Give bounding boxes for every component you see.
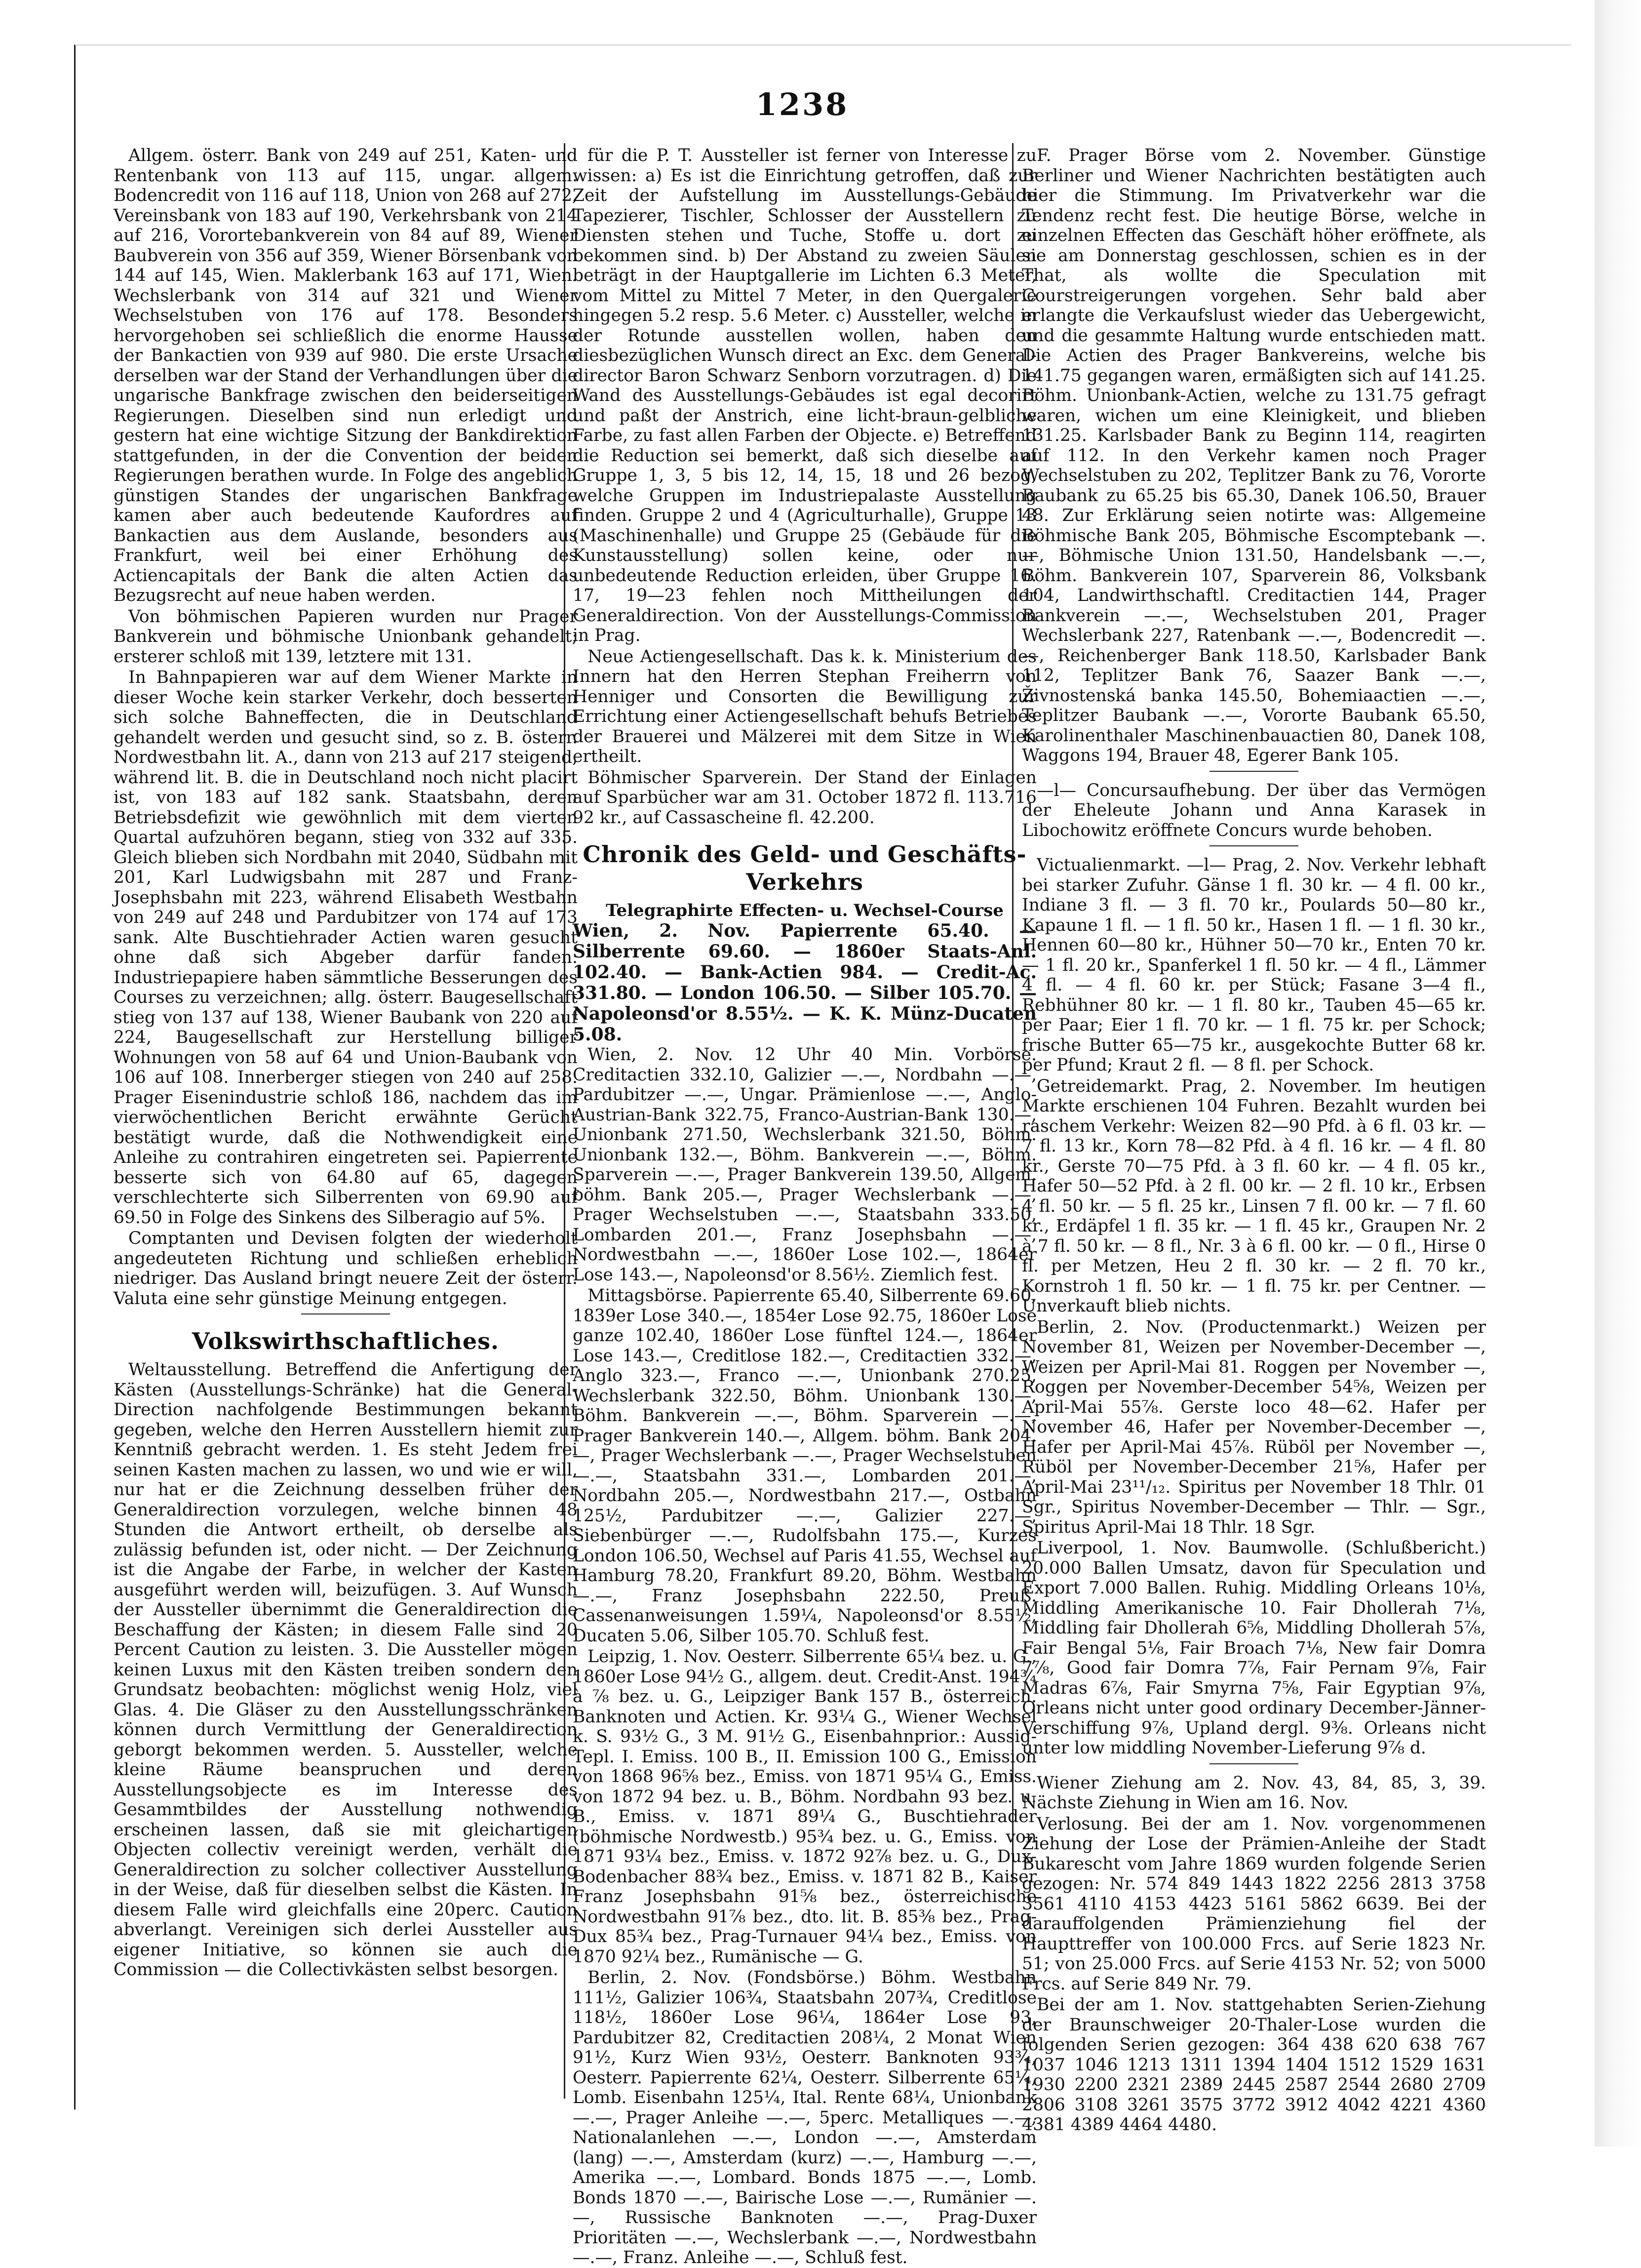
article-paragraph: In Bahnpapieren war auf dem Wiener Markte in dieser Woche kein starker Verkehr, doch besserten sich solche Bahneffecten, die in Deutschland gehandelt werden und gesucht sind, so z. B. österr. Nordwestbahn lit. A., dann von 213 auf 217 steigend, während lit. B. die in Deutschland noch nicht placirt ist, von 183 auf 182 sank. Staatsbahn, deren Betriebsdefizit wie gewöhnlich mit dem vierten Quartal aufzuhören begann, stieg von 332 auf 335. Gleich blieben sich Nordbahn mit 2040, Südbahn mit 201, Karl Ludwigsbahn mit 287 und Franz-Josephsbahn mit 223, während Elisabeth Westbahn von 249 auf 248 und Pardubitzer von 174 auf 173 sank. Alte Buschtiehrader Actien waren gesucht ohne daß sich Abgeber darfür fanden. Industriepapiere haben sämmtliche Besserungen des Courses zu verzeichnen; allg. österr. Baugesellschaft stieg von 137 auf 138, Wiener Baubank von 220 auf 224, Baugesellschaft zur Herstellung billiger Wohnungen von 58 auf 64 und Union-Baubank von 106 auf 108. Innerberger stiegen von 240 auf 258. Prager Eisenindustrie schloß 186, nachdem das im vierwöchentlichen Bericht erwähnte Gerücht bestätigt wurde, daß die Nothwendigkeit eine Anleihe zu contrahiren eingetreten sei. Papierrente besserte sich von 64.80 auf 65, dagegen verschlechterte sich Silberrenten von 69.90 auf 69.50 in Folge des Sinkens des Silberagio auf 5%. xyxy=(114,668,578,1228)
market-report: F. Prager Börse vom 2. November. Günstige Berliner und Wiener Nachrichten bestätigten auch hier die Stimmung. Im Privatverkehr war die Tendenz recht fest. Die heutige Börse, welche in einzelnen Effecten das Geschäft höher eröffnete, als sie am Donnerstag geschlossen, schien es in der That, als wollte die Speculation mit Courstreigerungen vorgehen. Sehr bald aber erlangte die Verkaufslust wieder das Uebergewicht, und die gesammte Haltung wurde entschieden matt. Die Actien des Prager Bankvereins, welche bis 141.75 gegangen waren, ermäßigten sich auf 141.25. Böhm. Unionbank-Actien, welche zu 131.75 gefragt waren, wichen um eine Kleinigkeit, und blieben 131.25. Karlsbader Bank zu Beginn 114, reagirten auf 112. In den Verkehr kamen noch Prager Wechselstuben zu 202, Teplitzer Bank zu 76, Vororte Baubank zu 65.25 bis 65.30, Danek 106.50, Brauer 48. Zur Erklärung seien notirte was: Allgemeine Böhmische Bank 205, Böhmische Escomptebank —.—, Böhmische Union 131.50, Handelsbank —.—, Böhm. Bankverein 107, Sparverein 86, Volksbank 104, Landwirthschaftl. Creditactien 144, Prager Bankverein —.—, Wechselstuben 201, Prager Wechslerbank 227, Ratenbank —.—, Bodencredit —.—, Reichenberger Bank 118.50, Karlsbader Bank 112, Teplitzer Bank 76, Saazer Bank —.—, Živnostenská banka 145.50, Bohemiaactien —.—, Teplitzer Baubank —.—, Vororte Baubank 65.50, Karolinenthaler Maschinenbauactien 80, Danek 108, Waggons 194, Brauer 48, Egerer Bank 105. xyxy=(1022,146,1486,765)
market-report: Liverpool, 1. Nov. Baumwolle. (Schlußbericht.) 20.000 Ballen Umsatz, davon für Speculation und Export 7.000 Ballen. Ruhig. Middling Orleans 10⅛, Middling Amerikanische 10. Fair Dhollerah 7⅛, Middling fair Dhollerah 6⅝, Middling Dhollerah 5⅞, Fair Bengal 5⅛, Fair Broach 7⅛, New fair Domra 7⅞, Good fair Domra 7⅞, Fair Pernam 9⅞, Fair Madras 6⅞, Fair Smyrna 7⅝, Fair Egyptian 9⅞, Orleans nicht unter good ordinary December-Jänner-Verschiffung 9⅞, Upland dergl. 9⅜. Orleans nicht unter low middling November-Lieferung 9⅞ d. xyxy=(1022,1538,1486,1758)
divider xyxy=(301,1313,390,1314)
market-report: Leipzig, 1. Nov. Oesterr. Silberrente 65¼ bez. u. G., 1860er Lose 94½ G., allgem. deut. Credit-Anst. 194¾ à ⅞ bez. u. G., Leipziger Bank 157 B., österreich. Banknoten und Actien. Kr. 93¼ G., Wiener Wechsel k. S. 93½ G., 3 M. 91½ G., Eisenbahnprior.: Aussig-Tepl. I. Emiss. 100 B., II. Emission 100 G., Emission von 1868 96⅝ bez., Emiss. von 1871 95¼ G., Emiss. von 1872 94 bez. u. B., Böhm. Nordbahn 93 bez. u. B., Emiss. v. 1871 89¼ G., Buschtiehrader (böhmische Nordwestb.) 95¾ bez. u. G., Emiss. von 1871 93¼ bez., Emiss. v. 1872 92⅞ bez. u. G., Dux-Bodenbacher 88¾ bez., Emiss. v. 1871 82 B., Kaiser Franz Josephsbahn 91⅝ bez., österreichische Nordwestbahn 91⅞ bez., dto. lit. B. 85⅜ bez., Prag-Dux 85¾ bez., Prag-Turnauer 94¼ bez., Emiss. von 1870 92¼ bez., Rumänische — G. xyxy=(573,1647,1037,1967)
page-number: 1238 xyxy=(755,86,849,122)
article-paragraph: Neue Actiengesellschaft. Das k. k. Ministerium des Innern hat den Herren Stephan Freiherrn von Henniger und Consorten die Bewilligung zur Errichtung einer Actiengesellschaft behufs Betriebes der Brauerei und Mälzerei mit dem Sitze in Wien ertheilt. xyxy=(573,646,1037,766)
lottery-notice: Wiener Ziehung am 2. Nov. 43, 84, 85, 3, 39. Nächste Ziehung in Wien am 16. Nov. xyxy=(1022,1773,1486,1813)
telegraph-rates: Wien, 2. Nov. Papierrente 65.40. — Silberrente 69.60. — 1860er Staats-Anl. 102.40. — Bank-Actien 984. — Credit-Ac. 331.80. — London 106.50. — Silber 105.70. — Napoleonsd'or 8.55½. — K. K. Münz-Ducaten 5.08. xyxy=(573,920,1037,1045)
article-paragraph: Allgem. österr. Bank von 249 auf 251, Katen- und Rentenbank von 113 auf 115, ungar. allgem. Bodencredit von 116 auf 118, Union von 268 auf 272, Vereinsbank von 183 auf 190, Verkehrsbank von 214 auf 216, Vorortebankverein von 84 auf 89, Wiener Baubverein von 356 auf 359, Wiener Börsenbank von 144 auf 145, Wien. Maklerbank 163 auf 171, Wien. Wechslerbank von 314 auf 321 und Wiener Wechselstuben von 176 auf 178. Besonders hervorgehoben sei schließlich die enorme Hausse der Bankactien von 939 auf 980. Die erste Ursache derselben war der Stand der Verhandlungen über die ungarische Bankfrage zwischen den beiderseitigen Regierungen. Dieselben sind nun erledigt und gestern hat eine wichtige Sitzung der Bankdirektion stattgefunden, in der die Convention der beiden Regierungen berathen wurde. In Folge des angeblich günstigen Standes der ungarischen Bankfrage kamen aber auch bedeutende Kaufordres auf Bankactien aus dem Auslande, besonders aus Frankfurt, weil bei einer Erhöhung des Actiencapitals der Bank die alten Actien das Bezugsrecht auf neue haben werden. xyxy=(114,146,578,605)
market-report: Victualienmarkt. —l— Prag, 2. Nov. Verkehr lebhaft bei starker Zufuhr. Gänse 1 fl. 30 kr. — 4 fl. 00 kr., Indiane 3 fl. — 3 fl. 70 kr., Poulards 50—80 kr., Kapaune 1 fl. — 1 fl. 50 kr., Hasen 1 fl. — 1 fl. 30 kr., Hennen 60—80 kr., Hühner 50—70 kr., Enten 70 kr. — 1 fl. 20 kr., Spanferkel 1 fl. 50 kr. — 4 fl., Lämmer 4 fl. — 4 fl. 60 kr. per Stück; Fasane 3—4 fl., Rebhühner 80 kr. — 1 fl. 80 kr., Tauben 45—65 kr. per Paar; Eier 1 fl. 70 kr. — 1 fl. 75 kr. per Schock; frische Butter 65—75 kr., ausgekochte Butter 68 kr. per Pfund; Kraut 2 fl. — 8 fl. per Schock. xyxy=(1022,855,1486,1075)
market-report: Berlin, 2. Nov. (Fondsbörse.) Böhm. Westbahn 111½, Galizier 106¾, Staatsbahn 207¾, Creditlose 118½, 1860er Lose 96¼, 1864er Lose 93, Pardubitzer 82, Creditactien 208¼, 2 Monat Wien 91½, Kurz Wien 93½, Oesterr. Banknoten 93¾, Oesterr. Papierrente 62¼, Oesterr. Silberrente 65¼, Lomb. Eisenbahn 125¼, Ital. Rente 68¼, Unionbank —.—, Prager Anleihe —.—, 5perc. Metalliques —.—, Nationalanlehen —.—, London —.—, Amsterdam (lang) —.—, Amsterdam (kurz) —.—, Hamburg —.—, Amerika —.—, Lombard. Bonds 1875 —.—, Lomb. Bonds 1870 —.—, Bairische Lose —.—, Rumänier —.—, Russische Banknoten —.—, Prag-Duxer Prioritäten —.—, Wechslerbank —.—, Nordwestbahn —.—, Franz. Anleihe —.—, Schluß fest. xyxy=(573,1968,1037,2268)
market-report: Wien, 2. Nov. 12 Uhr 40 Min. Vorbörse. Creditactien 332.10, Galizier —.—, Nordbahn —.—, Pardubitzer —.—, Ungar. Prämienlose —.—, Anglo-Austrian-Bank 322.75, Franco-Austrian-Bank 130.—, Unionbank 271.50, Wechslerbank 321.50, Böhm. Unionbank 132.—, Böhm. Bankverein —.—, Böhm. Sparverein —.—, Prager Bankverein 139.50, Allgem. böhm. Bank 205.—, Prager Wechslerbank —.—, Prager Wechselstuben —.—, Staatsbahn 333.50, Lombarden 201.—, Franz Josephsbahn —.—, Nordwestbahn —.—, 1860er Lose 102.—, 1864er Lose 143.—, Napoleonsd'or 8.56½. Ziemlich fest. xyxy=(573,1045,1037,1285)
article-paragraph: —l— Concursaufhebung. Der über das Vermögen der Eheleute Johann und Anna Karasek in Libochowitz eröffnete Concurs wurde behoben. xyxy=(1022,780,1486,840)
divider xyxy=(1210,771,1298,772)
article-paragraph: Weltausstellung. Betreffend die Anfertigung der Kästen (Ausstellungs-Schränke) hat die General-Direction nachfolgende Bestimmungen bekannt gegeben, welche den Herren Ausstellern hiemit zur Kenntniß gebracht werden. 1. Es steht Jedem frei seinen Kasten machen zu lassen, wo und wie er will, nur hat er die Zeichnung desselben früher der Generaldirection vorzulegen, welche binnen 48 Stunden die Antwort ertheilt, ob derselbe als zulässig befunden ist, oder nicht. — Der Zeichnung ist die Angabe der Farbe, in welcher der Kasten ausgeführt werden will, beizufügen. 3. Auf Wunsch der Aussteller übernimmt die Generaldirection die Beschaffung der Kästen; in diesem Falle sind 20 Percent Caution zu leisten. 3. Die Aussteller mögen keinen Luxus mit den Kästen treiben sondern den Grundsatz beobachten: möglichst wenig Holz, viel Glas. 4. Die Gläser zu den Ausstellungsschränken können durch Vermittlung der Generaldirection geborgt bekommen werden. 5. Aussteller, welche kleine Räume beanspruchen und deren Ausstellungsobjecte es im Interesse des Gesammtbildes der Ausstellung nothwendig erscheinen lassen, daß sie mit gleichartigen Objecten collectiv vereinigt werden, verhält die Generaldirection zu solcher collectiver Ausstellung in der Weise, daß für dieselben selbst die Kästen. In diesem Falle wird gleichfalls eine 20perc. Caution abverlangt. Vereinigen sich derlei Aussteller aus eigener Initiative, so können sie auch die Commission — die Collectivkästen selbst besorgen. xyxy=(114,1360,578,1980)
section-title: Chronik des Geld- und Geschäfts-Verkehrs xyxy=(583,841,1027,895)
column-middle xyxy=(573,146,1037,2268)
column-right xyxy=(1022,146,1486,2135)
divider xyxy=(1210,845,1298,846)
lottery-notice: Verlosung. Bei der am 1. Nov. vorgenommenen Ziehung der Lose der Prämien-Anleihe der Stadt Bukarescht vom Jahre 1869 wurden folgende Serien gezogen: Nr. 574 849 1443 1822 2256 2813 3758 3561 4110 4153 4423 5161 5862 6639. Bei der darauffolgenden Prämienziehung fiel der Haupttreffer von 100.000 Frcs. auf Serie 1823 Nr. 51; von 25.000 Frcs. auf Serie 4153 Nr. 52; von 5000 Frcs. auf Serie 849 Nr. 79. xyxy=(1022,1814,1486,1994)
market-report: Berlin, 2. Nov. (Productenmarkt.) Weizen per November 81, Weizen per November-December —, Weizen per April-Mai 81. Roggen per November —, Roggen per November-December 54⅝, Weizen per April-Mai 55⅞. Gerste loco 48—62. Hafer per November 46, Hafer per November-December —, Hafer per April-Mai 45⅞. Rüböl per November —, Rüböl per November-December 21⅝, Hafer per April-Mai 23¹¹/₁₂. Spiritus per November 18 Thlr. 01 Sgr., Spiritus November-December — Thlr. — Sgr., Spiritus April-Mai 18 Thlr. 18 Sgr. xyxy=(1022,1317,1486,1537)
column-left xyxy=(114,146,578,2096)
article-paragraph: Von böhmischen Papieren wurden nur Prager Bankverein und böhmische Unionbank gehandelt; ersterer schloß mit 139, letztere mit 131. xyxy=(114,606,578,667)
market-report: Mittagsbörse. Papierrente 65.40, Silberrente 69.60, 1839er Lose 340.—, 1854er Lose 92.75, 1860er Lose ganze 102.40, 1860er Lose fünftel 124.—, 1864er Lose 143.—, Creditlose 182.—, Creditactien 332.—, Anglo 323.—, Franco —.—, Unionbank 270.25, Wechslerbank 322.50, Böhm. Unionbank 130.—, Böhm. Bankverein —.—, Böhm. Sparverein —.—, Prager Bankverein 140.—, Allgem. böhm. Bank 204.—, Prager Wechslerbank —.—, Prager Wechselstuben —.—, Staatsbahn 331.—, Lombarden 201.—, Nordbahn 205.—, Nordwestbahn 217.—, Ostbahn 125½, Pardubitzer —.—, Galizier 227.—, Siebenbürger —.—, Rudolfsbahn 175.—, Kurzes London 106.50, Wechsel auf Paris 41.55, Wechsel auf Hamburg 78.20, Frankfurt 89.20, Böhm. Westbahn —.—, Franz Josephsbahn 222.50, Preuß. Cassenanweisungen 1.59¼, Napoleonsd'or 8.55½, Ducaten 5.06, Silber 105.70. Schluß fest. xyxy=(573,1286,1037,1646)
section-title: Volkswirthschaftliches. xyxy=(192,1328,500,1354)
article-paragraph: Böhmischer Sparverein. Der Stand der Einlagen auf Sparbücher war am 31. October 1872 fl. 113.716 92 kr., auf Cassascheine fl. 42.200. xyxy=(573,767,1037,828)
lottery-notice: Bei der am 1. Nov. stattgehabten Serien-Ziehung der Braunschweiger 20-Thaler-Lose wurden die folgenden Serien gezogen: 364 438 620 638 767 1037 1046 1213 1311 1394 1404 1512 1529 1631 1930 2200 2321 2389 2445 2587 2544 2680 2709 2806 3108 3261 3575 3772 3912 4042 4221 4360 4381 4389 4464 4480. xyxy=(1022,1995,1486,2135)
section-subtitle: Telegraphirte Effecten- u. Wechsel-Course xyxy=(606,901,1004,920)
article-paragraph: Comptanten und Devisen folgten der wiederholt angedeuteten Richtung und schließen erheblich niedriger. Das Ausland bringt neuere Zeit der österr. Valuta eine sehr günstige Meinung entgegen. xyxy=(114,1229,578,1309)
divider xyxy=(1210,1763,1298,1764)
page-edge xyxy=(1595,0,1641,2147)
market-report: Getreidemarkt. Prag, 2. November. Im heutigen Markte erschienen 104 Fuhren. Bezahlt wurden bei raschem Verkehr: Weizen 82—90 Pfd. à 6 fl. 03 kr. — 7 fl. 13 kr., Korn 78—82 Pfd. à 4 fl. 16 kr. — 4 fl. 80 kr., Gerste 70—75 Pfd. à 3 fl. 60 kr. — 4 fl. 05 kr., Hafer 50—52 Pfd. à 2 fl. 00 kr. — 2 fl. 10 kr., Erbsen 4 fl. 50 kr. — 5 fl. 25 kr., Linsen 7 fl. 00 kr. — 7 fl. 60 kr., Erdäpfel 1 fl. 35 kr. — 1 fl. 45 kr., Graupen Nr. 2 à 7 fl. 50 kr. — 8 fl., Nr. 3 à 6 fl. 00 kr. — 0 fl., Hirse 0 fl. per Metzen, Heu 2 fl. 30 kr. — 2 fl. 70 kr., Kornstroh 1 fl. 50 kr. — 1 fl. 75 kr. per Centner. — Unverkauft blieb nichts. xyxy=(1022,1076,1486,1316)
article-paragraph: für die P. T. Aussteller ist ferner von Interesse zu wissen: a) Es ist die Einrichtung getroffen, daß zur Zeit der Aufstellung im Ausstellungs-Gebäude Tapezierer, Tischler, Schlosser der Ausstellern zu Diensten stehen und Tuche, Stoffe u. dort zu bekommen sind. b) Der Abstand zu zweien Säulen beträgt in der Hauptgallerie im Lichten 6.3 Meter, vom Mittel zu Mittel 7 Meter, in den Quergalerie hingegen 5.2 resp. 5.6 Meter. c) Aussteller, welche in der Rotunde ausstellen wollen, haben den diesbezüglichen Wunsch direct an Exc. dem General-director Baron Schwarz Senborn vorzutragen. d) Die Wand des Ausstellungs-Gebäudes ist egal decorirt und paßt der Anstrich, eine licht-braun-gelbliche Farbe, zu fast allen Farben der Objecte. e) Betreffend die Reduction sei bemerkt, daß sich dieselbe auf Gruppe 1, 3, 5 bis 12, 14, 15, 18 und 26 bezog, welche Gruppen im Industriepalaste Ausstellung finden. Gruppe 2 und 4 (Agriculturhalle), Gruppe 13 (Maschinenhalle) und Gruppe 25 (Gebäude für die Kunstausstellung) sollen keine, oder nur unbedeutende Reduction erleiden, über Gruppe 16. 17, 19—23 fehlen noch Mittheilungen der Generaldirection. Von der Ausstellungs-Commission in Prag. xyxy=(573,146,1037,645)
